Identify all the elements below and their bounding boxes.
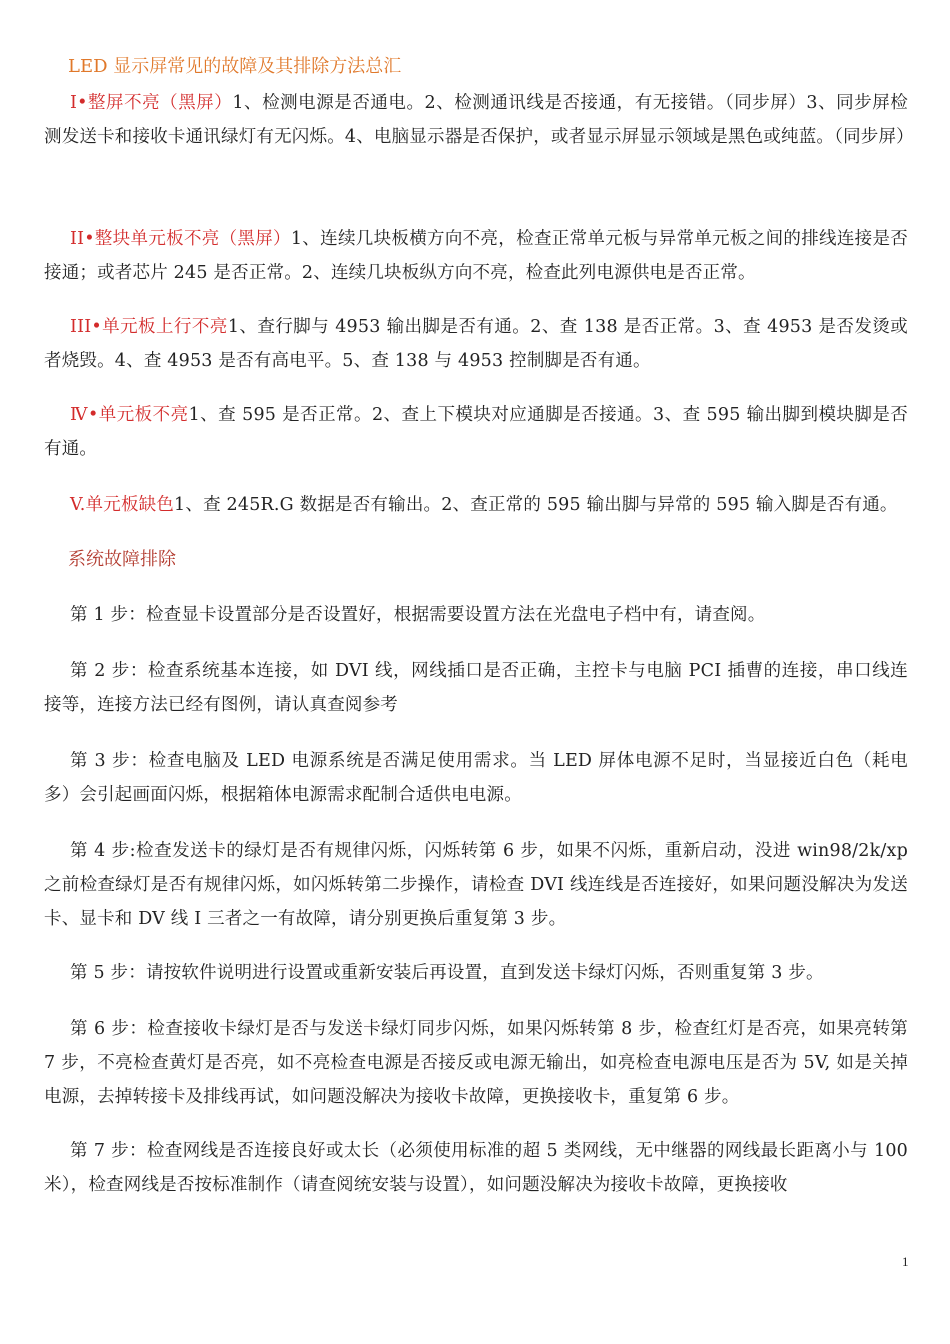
fault-heading-2: II•整块单元板不亮（黑屏） [70, 229, 291, 249]
document-title: LED 显示屏常见的故障及其排除方法总汇 [68, 56, 402, 77]
fault-paragraph-5 [44, 488, 908, 522]
fault-paragraph-2 [44, 222, 908, 290]
step-paragraph-2: 第 2 步：检查系统基本连接，如 DVI 线，网线插口是否正确，主控卡与电脑 PCI 插曹的连接，串口线连接等，连接方法已经有图例，请认真查阅参考 [44, 661, 908, 715]
step-paragraph-4: 第 4 步:检查发送卡的绿灯是否有规律闪烁，闪烁转第 6 步，如果不闪烁，重新启动，没进 win98/2k/xp 之前检查绿灯是否有规律闪烁，如闪烁转第二步操作，请检查 DVI 线连线是否连接好，如果问题没解决为发送卡、显卡和 DV 线 I 三者之一有故障，请分别更换后重复第 3 步。 [44, 841, 908, 929]
fault-heading-1: I•整屏不亮（黑屏） [70, 93, 233, 113]
section-title: 系统故障排除 [68, 549, 176, 570]
step-paragraph-3: 第 3 步：检查电脑及 LED 电源系统是否满足使用需求。当 LED 屏体电源不足时，当显接近白色（耗电多）会引起画面闪烁，根据箱体电源需求配制合适供电电源。 [44, 751, 908, 805]
fault-heading-5: V.单元板缺色 [70, 495, 175, 515]
step-paragraph-1: 第 1 步：检查显卡设置部分是否设置好，根据需要设置方法在光盘电子档中有，请查阅。 [70, 605, 766, 625]
fault-paragraph-4 [44, 398, 908, 466]
fault-text-4: 1、查 595 是否正常。2、查上下模块对应通脚是否接通。3、查 595 输出脚到模块脚是否有通。 [44, 405, 908, 459]
page-number: 1 [902, 1254, 909, 1269]
fault-text-3: 1、查行脚与 4953 输出脚是否有通。2、查 138 是否正常。3、查 4953 是否发烫或者烧毁。4、查 4953 是否有高电平。5、查 138 与 4953 控制脚是否有通。 [44, 317, 908, 371]
fault-text-1: 1、检测电源是否通电。2、检测通讯线是否接通，有无接错。（同步屏）3、同步屏检测发送卡和接收卡通讯绿灯有无闪烁。4、电脑显示器是否保护，或者显示屏显示领域是黑色或纯蓝。（同步屏） [44, 93, 914, 147]
fault-heading-3: III•单元板上行不亮 [70, 317, 228, 337]
step-paragraph-7: 第 7 步：检查网线是否连接良好或太长（必须使用标准的超 5 类网线，无中继器的网线最长距离小与 100 米），检查网线是否按标准制作（请查阅统安装与设置），如问题没解决为接收卡故障，更换接收 [44, 1141, 908, 1195]
fault-heading-4: Ⅳ•单元板不亮 [70, 405, 189, 425]
step-paragraph-6: 第 6 步：检查接收卡绿灯是否与发送卡绿灯同步闪烁，如果闪烁转第 8 步，检查红灯是否亮，如果亮转第 7 步，不亮检查黄灯是否亮，如不亮检查电源是否接反或电源无输出，如亮检查电源电压是否为 5V, 如是关掉电源，去掉转接卡及排线再试，如问题没解决为接收卡故障，更换接收卡，重复第 6 步。 [44, 1019, 908, 1107]
fault-paragraph-1 [44, 86, 914, 154]
fault-text-2: 1、连续几块板横方向不亮，检查正常单元板与异常单元板之间的排线连接是否接通；或者芯片 245 是否正常。2、连续几块板纵方向不亮，检查此列电源供电是否正常。 [44, 229, 908, 283]
fault-paragraph-3 [44, 310, 908, 378]
fault-text-5: 1、查 245R.G 数据是否有输出。2、查正常的 595 输出脚与异常的 595 输入脚是否有通。 [174, 495, 898, 515]
step-paragraph-5: 第 5 步：请按软件说明进行设置或重新安装后再设置，直到发送卡绿灯闪烁，否则重复第 3 步。 [70, 963, 824, 983]
